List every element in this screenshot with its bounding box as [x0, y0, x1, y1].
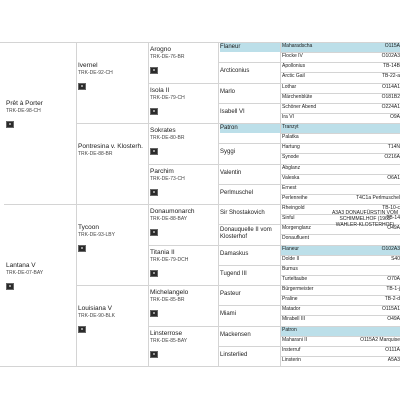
pedigree-row[interactable]	[282, 176, 400, 184]
registration-code: TRK-DE-79-DCH	[150, 256, 189, 263]
horse-name[interactable]: Maharadscha	[282, 43, 313, 49]
horse-name[interactable]: Isabell VI	[220, 108, 245, 115]
registration-code: S40	[391, 255, 400, 262]
pedigree-row[interactable]	[282, 44, 400, 52]
horse-name[interactable]: Mirabell III	[282, 316, 306, 323]
horse-name[interactable]: Burnus	[282, 265, 298, 272]
registration-code: TRK-DE-76-BR	[150, 54, 185, 61]
registration-code: TB-2-d	[384, 296, 400, 303]
registration-code: TRK-DE-85-BR	[150, 297, 185, 304]
pedigree-row[interactable]	[282, 328, 400, 336]
registration-code: TRK-DE-85-BAY	[150, 337, 188, 344]
photo-icon[interactable]	[150, 108, 158, 115]
horse-name[interactable]: Pontresina v. Klosterh.	[78, 143, 143, 150]
horse-name[interactable]: Maharani II	[282, 336, 308, 343]
horse-cell[interactable]	[78, 143, 150, 157]
photo-icon[interactable]	[78, 83, 86, 90]
horse-cell[interactable]	[78, 224, 150, 257]
registration-code: O181B2	[381, 93, 400, 100]
horse-name[interactable]: Apollonius	[282, 63, 306, 70]
divider-line	[0, 366, 400, 367]
horse-name[interactable]: Prêt à Porter	[6, 100, 43, 107]
pedigree-row[interactable]	[282, 85, 400, 93]
horse-name[interactable]: Linsterin	[282, 356, 301, 363]
horse-name[interactable]: Mackensen	[220, 331, 251, 338]
horse-cell[interactable]	[150, 46, 220, 79]
horse-cell[interactable]	[78, 62, 150, 95]
registration-code: TRK-DE-79-CH	[150, 94, 185, 101]
horse-name[interactable]: Ivernel	[78, 62, 98, 69]
horse-name[interactable]: Linsterrose	[150, 329, 183, 337]
pedigree-row[interactable]	[282, 64, 400, 72]
divider-line	[280, 265, 400, 266]
horse-name[interactable]: Valentin	[220, 169, 242, 176]
horse-name[interactable]: Sir Shostakovich	[220, 210, 265, 217]
horse-name[interactable]: Syggi	[220, 149, 236, 156]
horse-name[interactable]: Perlmuschel	[220, 189, 254, 196]
horse-name[interactable]: Ernest	[282, 184, 297, 191]
registration-code: TB-10-c	[382, 205, 400, 211]
registration-code: TB-22-a	[381, 73, 400, 80]
horse-name[interactable]: Märchenblüte	[282, 93, 313, 100]
horse-cell[interactable]	[150, 249, 220, 282]
horse-name[interactable]: Lothar	[282, 83, 297, 90]
horse-name[interactable]: Lantana V	[6, 262, 36, 269]
horse-name[interactable]: Rheingold	[282, 205, 305, 211]
registration-code: A5A3	[387, 356, 400, 363]
horse-name[interactable]: Patron	[282, 326, 297, 333]
pedigree-row[interactable]	[282, 267, 400, 275]
photo-icon[interactable]	[150, 148, 158, 155]
horse-name[interactable]: Turteltaube	[282, 275, 308, 282]
pedigree-row[interactable]	[282, 338, 400, 346]
horse-name[interactable]: Pasteur	[220, 291, 241, 298]
horse-name[interactable]: Synode	[282, 154, 299, 161]
registration-code: T14N	[387, 144, 400, 151]
registration-code: TRK-DE-80-BR	[150, 135, 185, 142]
registration-code: TB-14	[386, 215, 400, 222]
registration-code: O49A	[387, 316, 400, 323]
horse-cell[interactable]	[150, 87, 220, 120]
registration-code: O115A	[384, 43, 400, 49]
horse-name[interactable]: Miami	[220, 311, 236, 318]
registration-code: TRK-DE-98-CH	[6, 108, 41, 115]
horse-name[interactable]: Perlenreihe	[282, 194, 308, 201]
registration-code: O216A	[384, 154, 400, 161]
photo-icon[interactable]	[78, 326, 86, 333]
registration-code: TRK-DE-07-BAY	[6, 270, 44, 277]
registration-code: A3A3 DONAUFÜRSTIN VOM SCHIMMELHOF (1965 WAHLER-KLOSTERHOF)	[331, 210, 399, 228]
pedigree-row[interactable]	[282, 74, 400, 82]
photo-icon[interactable]	[150, 189, 158, 196]
horse-name[interactable]: Marlo	[220, 88, 236, 95]
horse-name[interactable]: Flaneur	[282, 245, 299, 252]
horse-cell[interactable]	[150, 330, 220, 363]
registration-code: O102A3	[381, 245, 400, 252]
horse-name[interactable]: Praline	[282, 296, 298, 303]
horse-name[interactable]: Isola II	[150, 86, 170, 94]
horse-name[interactable]: Parchim	[150, 167, 174, 175]
horse-name[interactable]: Louisiana V	[78, 305, 112, 312]
divider-line	[280, 295, 400, 296]
horse-name[interactable]: Morgenglanz	[282, 225, 311, 232]
pedigree-row[interactable]	[282, 247, 400, 255]
horse-name[interactable]: Donauquelle II vom Klosterhof	[220, 227, 272, 241]
pedigree-row[interactable]	[282, 125, 400, 133]
horse-name[interactable]: Donaumonarch	[150, 208, 195, 215]
registration-code: O111A	[385, 346, 400, 353]
horse-name[interactable]: Hartung	[282, 144, 300, 151]
horse-name[interactable]: Arcticonius	[220, 68, 250, 75]
horse-name[interactable]: Linsterlied	[220, 351, 248, 358]
photo-icon[interactable]	[78, 245, 86, 252]
registration-code: O115A1	[382, 306, 400, 313]
horse-name[interactable]: Schöner Abend	[282, 103, 317, 110]
photo-icon[interactable]	[150, 351, 158, 358]
horse-name[interactable]: Bürgermeister	[282, 286, 314, 292]
pedigree-row[interactable]	[282, 348, 400, 356]
photo-icon[interactable]	[6, 283, 14, 290]
pedigree-row[interactable]	[282, 196, 400, 204]
pedigree-row[interactable]	[282, 145, 400, 153]
photo-icon[interactable]	[150, 229, 158, 236]
horse-name[interactable]: Matador	[282, 306, 301, 313]
horse-name[interactable]: Abglanz	[282, 164, 301, 171]
pedigree-row[interactable]	[282, 115, 400, 123]
horse-name[interactable]: Ira VI	[282, 113, 294, 120]
pedigree-row[interactable]	[282, 257, 400, 265]
registration-code: TB-14B	[383, 63, 400, 70]
horse-name[interactable]: Tranzyt	[282, 124, 299, 130]
horse-name[interactable]: Palatka	[282, 134, 299, 141]
pedigree-row[interactable]	[282, 287, 400, 295]
horse-cell[interactable]	[150, 168, 220, 201]
horse-name[interactable]: Damaskus	[220, 250, 249, 257]
horse-cell[interactable]	[6, 262, 78, 295]
registration-code: O70A	[387, 275, 400, 282]
horse-cell[interactable]	[150, 208, 220, 241]
horse-cell[interactable]	[78, 305, 150, 338]
photo-icon[interactable]	[150, 67, 158, 74]
horse-cell[interactable]	[150, 289, 220, 322]
horse-name[interactable]: Flaneur	[220, 44, 241, 50]
horse-name[interactable]: Dolde II	[282, 255, 300, 262]
horse-name[interactable]: Valeska	[282, 174, 300, 181]
horse-name[interactable]: Flocke IV	[282, 53, 303, 60]
photo-icon[interactable]	[150, 310, 158, 317]
pedigree-row[interactable]	[282, 166, 400, 174]
registration-code: TB-1-j	[386, 286, 400, 292]
registration-code: O102A3	[381, 53, 400, 60]
horse-name[interactable]: Insterruf	[282, 346, 301, 353]
pedigree-row[interactable]	[282, 317, 400, 325]
horse-name[interactable]: Patron	[220, 125, 238, 131]
horse-cell[interactable]	[150, 127, 220, 160]
registration-code: O115A2 Marquise	[360, 336, 400, 343]
pedigree-row[interactable]	[282, 307, 400, 315]
registration-code: TRK-DE-92-CH	[78, 70, 113, 77]
horse-name[interactable]: Donaufluent	[282, 235, 309, 242]
divider-line	[280, 184, 400, 185]
horse-name[interactable]: Sinful	[282, 215, 295, 222]
divider-line	[280, 113, 400, 114]
registration-code: TRK-DE-90-BLK	[78, 313, 115, 320]
horse-name[interactable]: Sokrates	[150, 127, 176, 134]
horse-name[interactable]: Tugend III	[220, 270, 247, 277]
pedigree-row[interactable]	[282, 186, 400, 194]
pedigree-row[interactable]	[282, 135, 400, 143]
pedigree-row[interactable]	[282, 105, 400, 113]
registration-code: TRK-DE-88-BR	[78, 151, 113, 158]
registration-code: O6A1	[387, 174, 400, 181]
horse-name[interactable]: Arctic Gail	[282, 73, 305, 80]
pedigree-row[interactable]	[282, 297, 400, 305]
registration-code: TRK-DE-73-CH	[150, 175, 185, 182]
pedigree-row[interactable]	[282, 277, 400, 285]
registration-code: O114A1	[382, 83, 400, 90]
registration-code: O49A	[387, 225, 400, 232]
photo-icon[interactable]	[150, 270, 158, 277]
registration-code: TRK-DE-88-BAY	[150, 216, 188, 223]
registration-code: O224A1	[381, 103, 400, 110]
pedigree-row[interactable]	[282, 155, 400, 163]
horse-name[interactable]: Michelangelo	[150, 289, 189, 296]
horse-name[interactable]: Arogno	[150, 46, 171, 53]
registration-code: T4C1a Perlmuschel	[356, 194, 400, 201]
pedigree-row[interactable]	[282, 358, 400, 366]
horse-name[interactable]: Tycoon	[78, 224, 99, 231]
registration-code: TRK-DE-93-LBY	[78, 232, 115, 239]
pedigree-row[interactable]	[282, 54, 400, 62]
photo-icon[interactable]	[6, 121, 14, 128]
registration-code: O9A	[389, 113, 400, 120]
horse-cell[interactable]	[6, 100, 78, 133]
horse-name[interactable]: Titania II	[150, 248, 175, 256]
pedigree-row[interactable]	[282, 95, 400, 103]
